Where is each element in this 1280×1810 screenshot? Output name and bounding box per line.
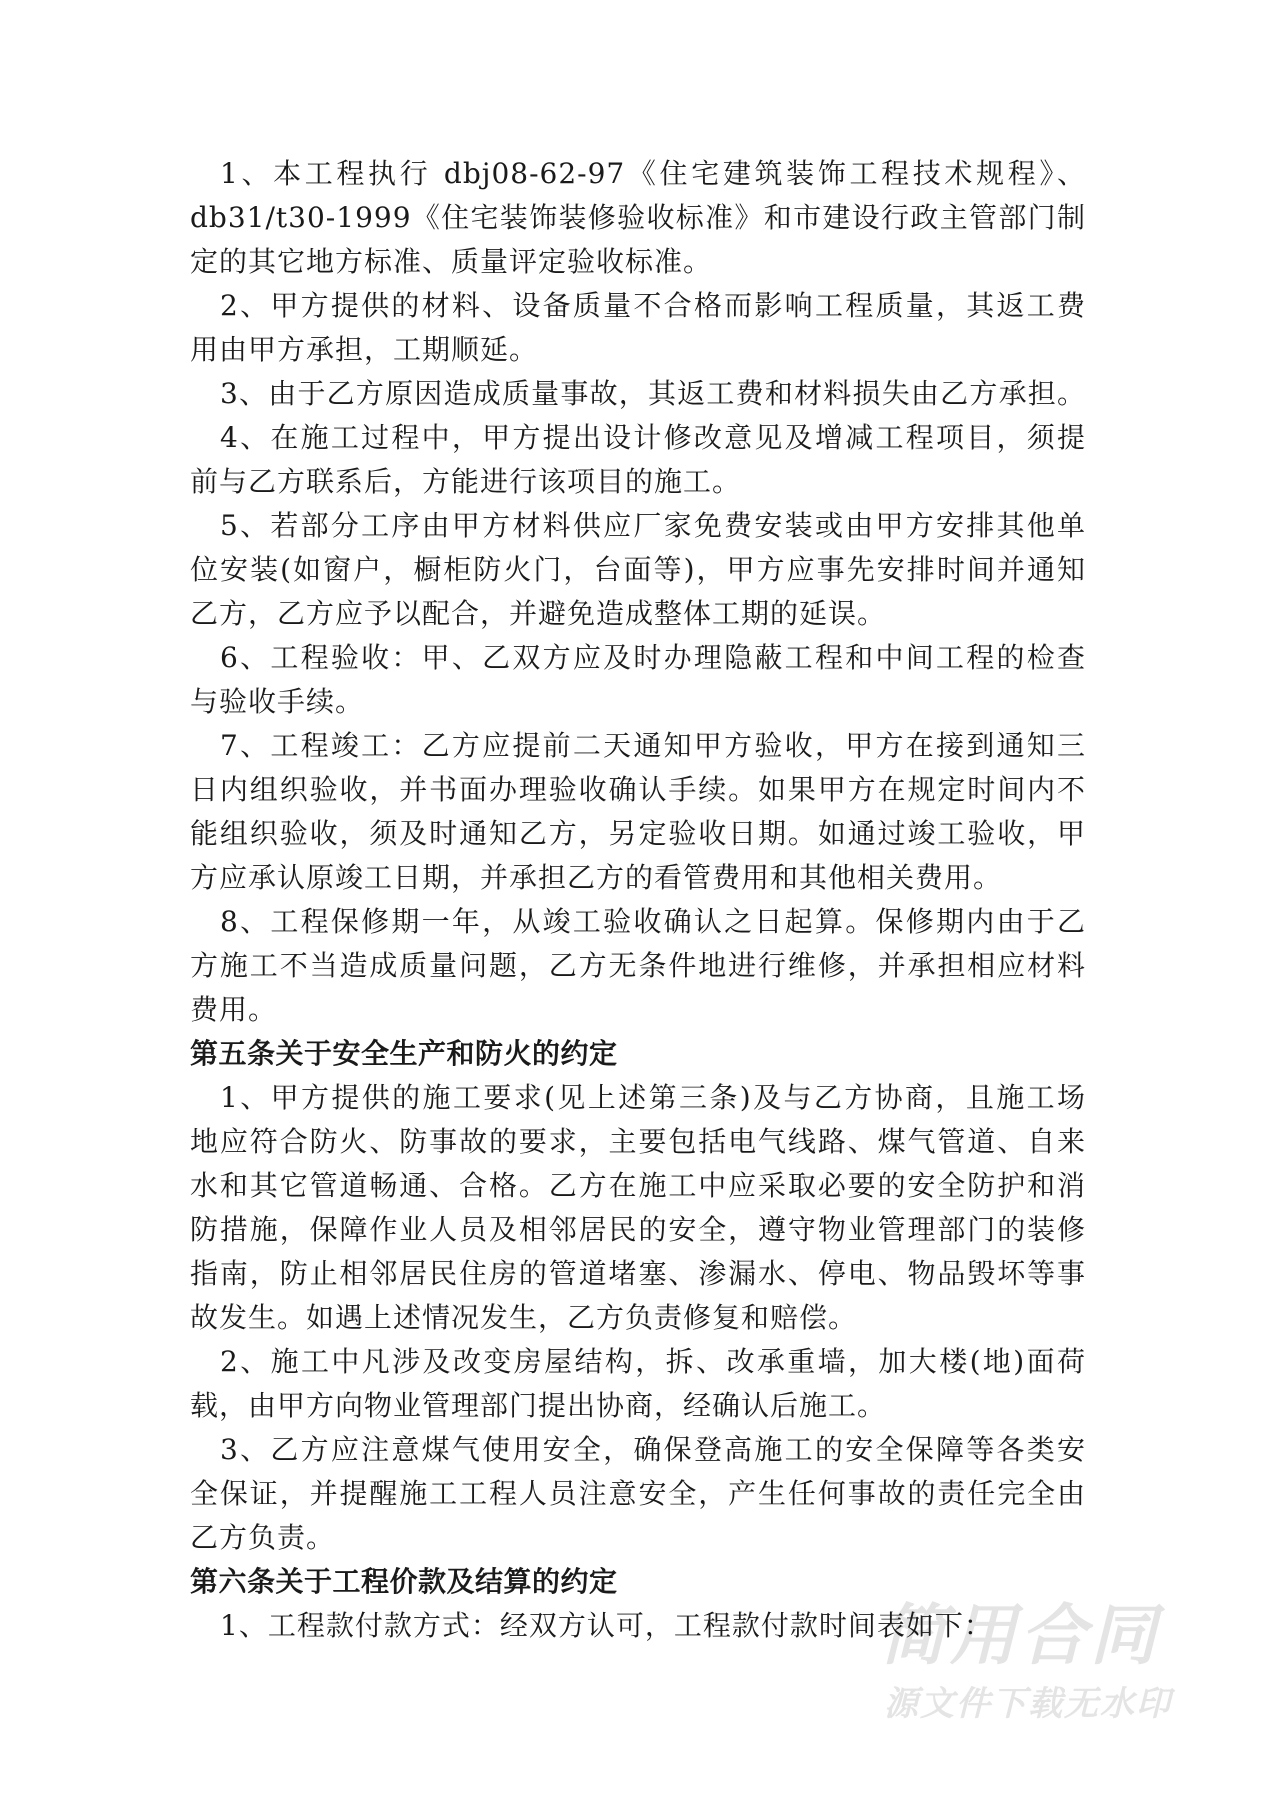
text-line: 位安装(如窗户，橱柜防火门，台面等)，甲方应事先安排时间并通知 — [190, 553, 1086, 586]
heading-line: 第六条关于工程价款及结算的约定 — [190, 1565, 618, 1598]
text-line: 2、施工中凡涉及改变房屋结构，拆、改承重墙，加大楼(地)面荷 — [220, 1345, 1086, 1378]
clause-paragraph — [190, 372, 1086, 416]
text-line: 1、甲方提供的施工要求(见上述第三条)及与乙方协商，且施工场 — [220, 1081, 1086, 1114]
text-line: 3、由于乙方原因造成质量事故，其返工费和材料损失由乙方承担。 — [220, 377, 1086, 410]
text-line: 乙方负责。 — [190, 1521, 336, 1554]
text-line: 前与乙方联系后，方能进行该项目的施工。 — [190, 465, 742, 498]
text-line: 用由甲方承担，工期顺延。 — [190, 333, 539, 366]
clause-paragraph — [190, 1428, 1086, 1560]
text-line: 1、本工程执行 dbj08-62-97《住宅建筑装饰工程技术规程》、 — [220, 157, 1086, 190]
text-line: db31/t30-1999《住宅装饰装修验收标准》和市建设行政主管部门制 — [190, 201, 1086, 234]
text-line: 3、乙方应注意煤气使用安全，确保登高施工的安全保障等各类安 — [220, 1433, 1086, 1466]
text-line: 方应承认原竣工日期，并承担乙方的看管费用和其他相关费用。 — [190, 861, 1003, 894]
document-body — [190, 152, 1086, 1648]
text-line: 防措施，保障作业人员及相邻居民的安全，遵守物业管理部门的装修 — [190, 1213, 1086, 1246]
text-line: 与验收手续。 — [190, 685, 365, 718]
clause-paragraph — [190, 504, 1086, 636]
text-line: 故发生。如遇上述情况发生，乙方负责修复和赔偿。 — [190, 1301, 858, 1334]
text-line: 方施工不当造成质量问题，乙方无条件地进行维修，并承担相应材料 — [190, 949, 1086, 982]
text-line: 6、工程验收：甲、乙双方应及时办理隐蔽工程和中间工程的检查 — [220, 641, 1086, 674]
watermark-subtitle: 源文件下载无水印 — [884, 1684, 1172, 1724]
text-line: 水和其它管道畅通、合格。乙方在施工中应采取必要的安全防护和消 — [190, 1169, 1086, 1202]
watermark-title: 简用合同 — [880, 1597, 1160, 1674]
text-line: 4、在施工过程中，甲方提出设计修改意见及增减工程项目，须提 — [220, 421, 1086, 454]
text-line: 7、工程竣工：乙方应提前二天通知甲方验收，甲方在接到通知三 — [220, 729, 1086, 762]
clause-paragraph — [190, 416, 1086, 504]
text-line: 载，由甲方向物业管理部门提出协商，经确认后施工。 — [190, 1389, 887, 1422]
clause-paragraph — [190, 284, 1086, 372]
clause-paragraph — [190, 1604, 1086, 1648]
clause-paragraph — [190, 900, 1086, 1032]
text-line: 1、工程款付款方式：经双方认可，工程款付款时间表如下： — [220, 1609, 993, 1642]
clause-paragraph — [190, 1076, 1086, 1340]
section-heading — [190, 1032, 1086, 1076]
clause-paragraph — [190, 152, 1086, 284]
clause-paragraph — [190, 1340, 1086, 1428]
text-line: 8、工程保修期一年，从竣工验收确认之日起算。保修期内由于乙 — [220, 905, 1086, 938]
text-line: 日内组织验收，并书面办理验收确认手续。如果甲方在规定时间内不 — [190, 773, 1086, 806]
text-line: 定的其它地方标准、质量评定验收标准。 — [190, 245, 713, 278]
text-line: 指南，防止相邻居民住房的管道堵塞、渗漏水、停电、物品毁坏等事 — [190, 1257, 1086, 1290]
text-line: 地应符合防火、防事故的要求，主要包括电气线路、煤气管道、自来 — [190, 1125, 1086, 1158]
heading-line: 第五条关于安全生产和防火的约定 — [190, 1037, 618, 1070]
text-line: 5、若部分工序由甲方材料供应厂家免费安装或由甲方安排其他单 — [220, 509, 1086, 542]
text-line: 乙方，乙方应予以配合，并避免造成整体工期的延误。 — [190, 597, 887, 630]
text-line: 费用。 — [190, 993, 278, 1026]
clause-paragraph — [190, 724, 1086, 900]
section-heading — [190, 1560, 1086, 1604]
clause-paragraph — [190, 636, 1086, 724]
text-line: 全保证，并提醒施工工程人员注意安全，产生任何事故的责任完全由 — [190, 1477, 1086, 1510]
text-line: 2、甲方提供的材料、设备质量不合格而影响工程质量，其返工费 — [220, 289, 1086, 322]
text-line: 能组织验收，须及时通知乙方，另定验收日期。如通过竣工验收，甲 — [190, 817, 1086, 850]
